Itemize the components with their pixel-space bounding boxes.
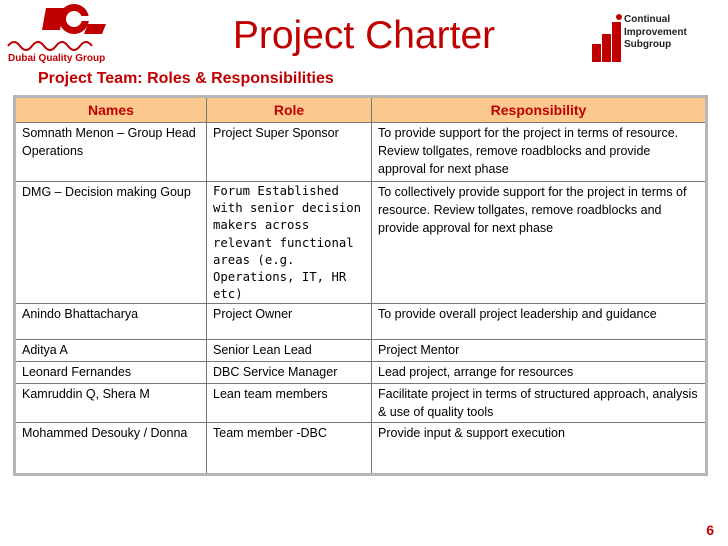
cell-responsibility: To provide support for the project in terms of resource. Review tollgates, remove roadblocks and provide approval for next phase xyxy=(372,123,707,182)
cell-responsibility: To collectively provide support for the project in terms of resource. Review tollgates, remove roadblocks and provide approval for next phase xyxy=(372,182,707,304)
cell-role: Team member -DBC xyxy=(207,423,372,475)
cell-name: Somnath Menon – Group Head Operations xyxy=(15,123,207,182)
table-row xyxy=(15,304,707,340)
table-row xyxy=(15,362,707,384)
cell-name: Aditya A xyxy=(15,340,207,362)
roles-table xyxy=(13,95,708,476)
cell-responsibility: Provide input & support execution xyxy=(372,423,707,475)
cell-role: DBC Service Manager xyxy=(207,362,372,384)
table-row xyxy=(15,423,707,475)
cell-responsibility: To provide overall project leadership and guidance xyxy=(372,304,707,340)
table-row xyxy=(15,340,707,362)
cell-responsibility: Project Mentor xyxy=(372,340,707,362)
cell-role: Lean team members xyxy=(207,384,372,423)
table-row xyxy=(15,384,707,423)
cell-name: Mohammed Desouky / Donna xyxy=(15,423,207,475)
logo-right-line-1: Continual xyxy=(624,14,671,25)
header-names: Names xyxy=(15,97,207,123)
logo-right-line-3: Subgroup xyxy=(624,39,672,50)
cell-role: Forum Established with senior decision makers across relevant functional areas (e.g. Operations, IT, HR etc) xyxy=(207,182,372,304)
cell-role: Project Super Sponsor xyxy=(207,123,372,182)
dubai-quality-group-logo xyxy=(2,2,142,64)
table-header-row xyxy=(15,97,707,123)
table-row xyxy=(15,182,707,304)
header-responsibility: Responsibility xyxy=(372,97,707,123)
logo-right-line-2: Improvement xyxy=(624,26,687,38)
cell-name: Kamruddin Q, Shera M xyxy=(15,384,207,423)
cell-role: Senior Lean Lead xyxy=(207,340,372,362)
cell-name: DMG – Decision making Goup xyxy=(15,182,207,304)
cell-name: Anindo Bhattacharya xyxy=(15,304,207,340)
page-subtitle: Project Team: Roles & Responsibilities xyxy=(38,70,334,87)
cell-responsibility: Lead project, arrange for resources xyxy=(372,362,707,384)
cell-role: Project Owner xyxy=(207,304,372,340)
page-title: Project Charter xyxy=(232,14,496,57)
cell-name: Leonard Fernandes xyxy=(15,362,207,384)
logo-left-text: Dubai Quality Group xyxy=(8,53,106,64)
page-number: 6 xyxy=(706,522,714,538)
table-row xyxy=(15,123,707,182)
cell-responsibility: Facilitate project in terms of structured approach, analysis & use of quality tools xyxy=(372,384,707,423)
header-role: Role xyxy=(207,97,372,123)
continual-improvement-logo xyxy=(590,14,728,62)
